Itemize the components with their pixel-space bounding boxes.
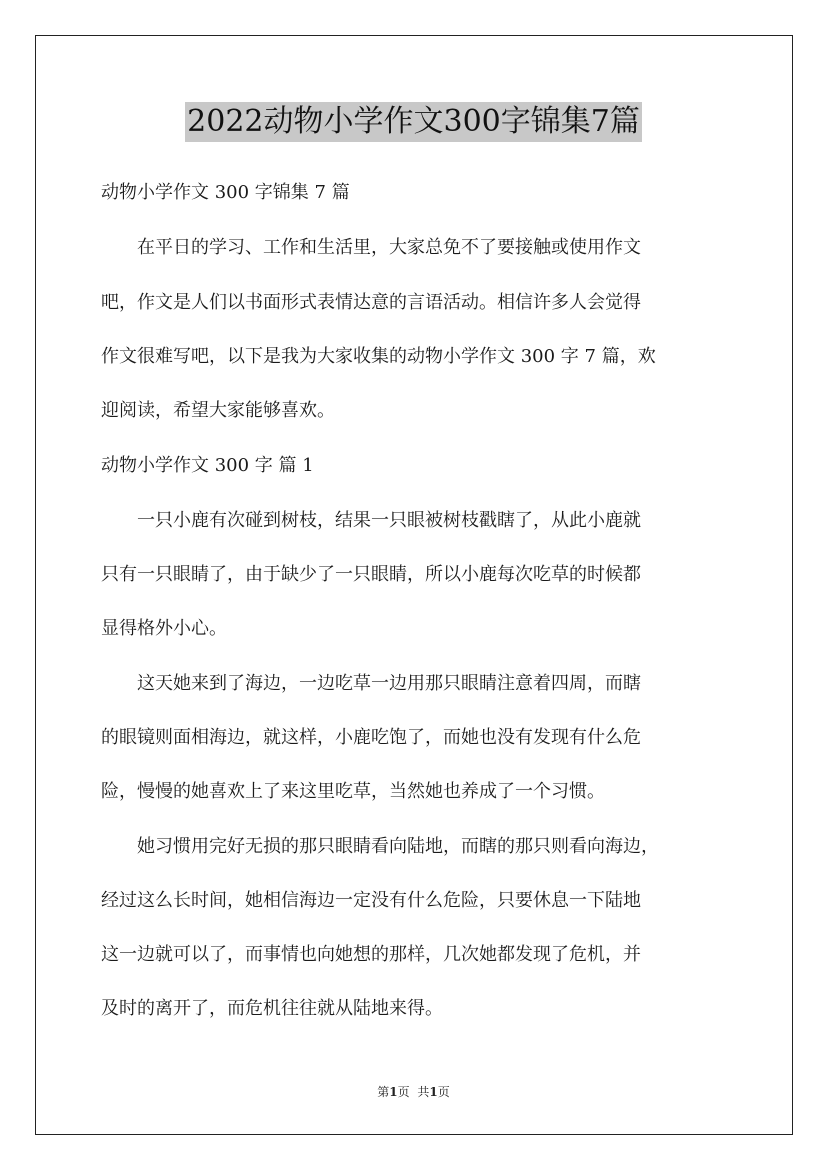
body-line: 这天她来到了海边，一边吃草一边用那只眼睛注意着四周，而瞎 [101,673,641,694]
total-pages: 1 [429,1085,438,1099]
document-title: 2022动物小学作文300字锦集7篇 [185,102,642,142]
body-line: 及时的离开了，而危机往往就从陆地来得。 [101,998,443,1019]
body-line: 险，慢慢的她喜欢上了来这里吃草，当然她也养成了一个习惯。 [101,781,605,802]
page-number: 1 [389,1085,398,1099]
subtitle-line: 动物小学作文 300 字锦集 7 篇 [101,182,350,203]
body-line: 只有一只眼睛了，由于缺少了一只眼睛，所以小鹿每次吃草的时候都 [101,564,641,585]
body-line: 一只小鹿有次碰到树枝，结果一只眼被树枝戳瞎了，从此小鹿就 [101,510,641,531]
body-line: 这一边就可以了，而事情也向她想的那样，几次她都发现了危机，并 [101,944,641,965]
page-footer [0,1084,827,1100]
page-suffix: 页 [397,1085,410,1099]
section-heading: 动物小学作文 300 字 篇 1 [101,455,314,476]
body-line: 的眼镜则面相海边，就这样，小鹿吃饱了，而她也没有发现有什么危 [101,727,641,748]
body-line: 在平日的学习、工作和生活里，大家总免不了要接触或使用作文 [101,237,641,258]
body-line: 显得格外小心。 [101,618,227,639]
body-line: 作文很难写吧，以下是我为大家收集的动物小学作文 300 字 7 篇，欢 [101,346,656,367]
body-line: 经过这么长时间，她相信海边一定没有什么危险，只要休息一下陆地 [101,890,641,911]
page-prefix: 第 [377,1085,390,1099]
total-prefix: 共 [417,1085,430,1099]
body-line: 吧，作文是人们以书面形式表情达意的言语活动。相信许多人会觉得 [101,292,641,313]
title-container [0,102,827,142]
body-line: 迎阅读，希望大家能够喜欢。 [101,400,335,421]
body-line: 她习惯用完好无损的那只眼睛看向陆地，而瞎的那只则看向海边， [101,836,659,857]
total-suffix: 页 [437,1085,450,1099]
